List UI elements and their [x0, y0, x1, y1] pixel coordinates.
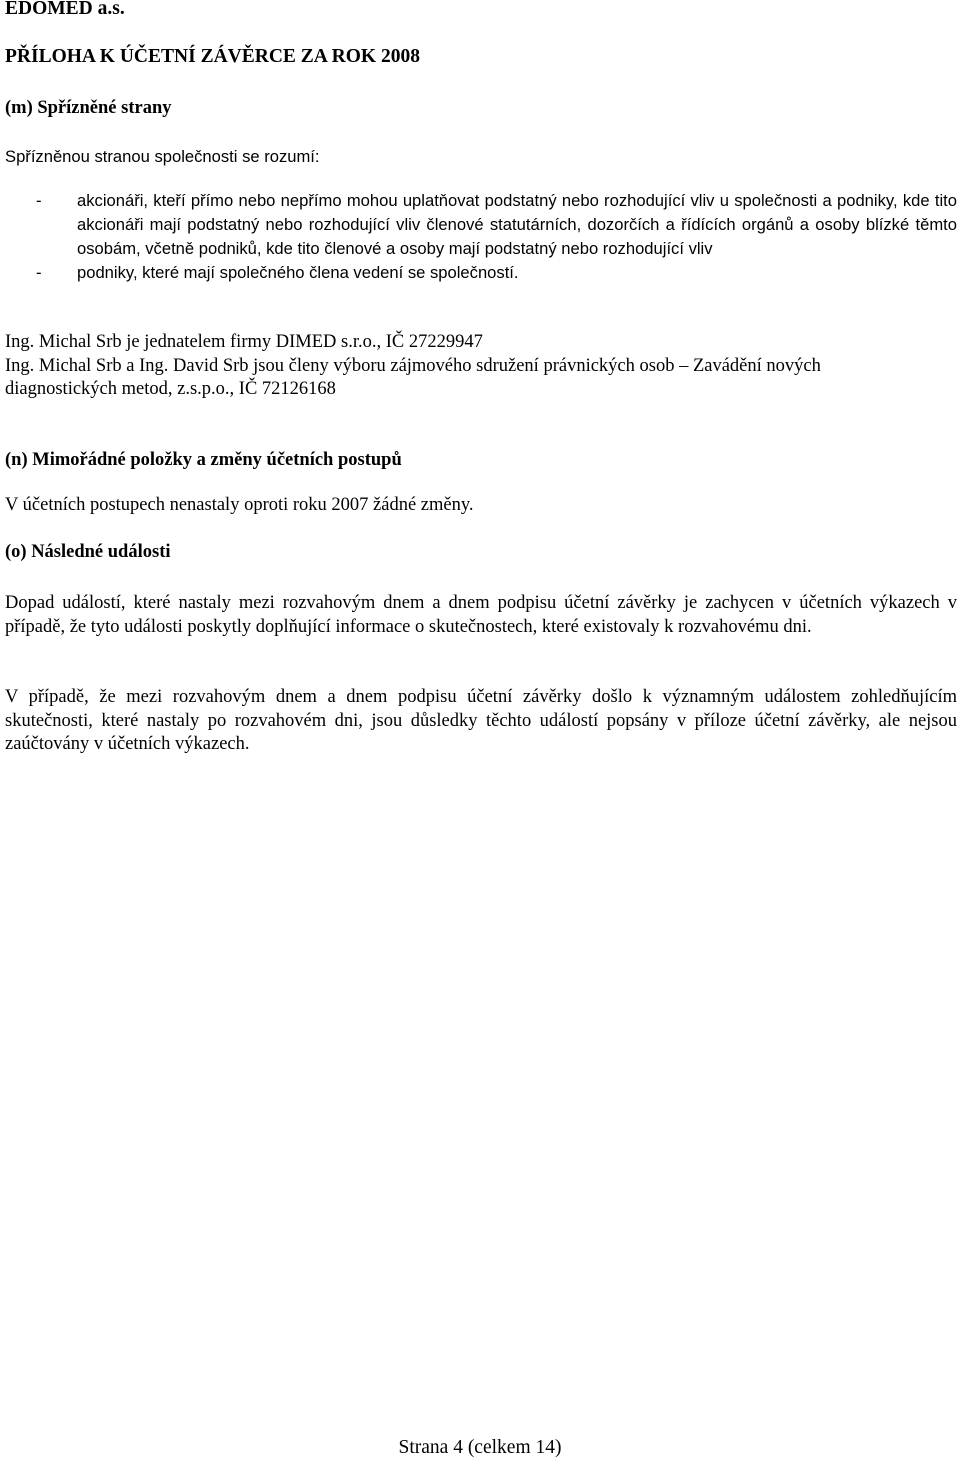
- related-party-fact: Ing. Michal Srb je jednatelem firmy DIMED s.r.o., IČ 27229947: [5, 332, 483, 352]
- section-o-paragraph: Dopad událostí, které nastaly mezi rozvahovým dnem a dnem podpisu účetní závěrky je zachycen v účetních výkazech v případě, že tyto události poskytly doplňující informace o skutečnostech, které existovaly k rozvahovému dni.: [5, 593, 957, 637]
- section-o-heading: (o) Následné události: [5, 542, 171, 562]
- page-number: Strana 4 (celkem 14): [398, 1437, 562, 1458]
- section-n-text: V účetních postupech nenastaly oproti roku 2007 žádné změny.: [5, 495, 474, 515]
- document-title: PŘÍLOHA K ÚČETNÍ ZÁVĚRCE ZA ROK 2008: [5, 46, 420, 67]
- bullet-text: podniky, které mají společného člena vedení se společností.: [77, 263, 519, 282]
- related-party-fact: Ing. Michal Srb a Ing. David Srb jsou členy výboru zájmového sdružení právnických osob – Zavádění nových diagnostických metod, z.s.p.o., IČ 72126168: [5, 356, 821, 399]
- bullet-text: akcionáři, kteří přímo nebo nepřímo mohou uplatňovat podstatný nebo rozhodující vliv u společnosti a podniky, kde tito akcionáři mají podstatný nebo rozhodující vliv členové statutárních, dozorčích a řídících orgánů a osoby blízké těmto osobám, včetně podniků, kde tito členové a osoby mají podstatný nebo rozhodující vliv: [77, 191, 957, 258]
- section-o-paragraph: V případě, že mezi rozvahovým dnem a dnem podpisu účetní závěrky došlo k významným událostem zohledňujícím skutečnosti, které nastaly po rozvahovém dni, jsou důsledky těchto událostí popsány v příloze účetní závěrky, ale nejsou zaúčtovány v účetních výkazech.: [5, 687, 957, 754]
- bullet-dash: -: [36, 191, 42, 210]
- list-item: [5, 189, 957, 261]
- list-item: [5, 261, 957, 285]
- company-name: EDOMED a.s.: [5, 0, 125, 19]
- bullet-dash: -: [36, 263, 42, 282]
- section-m-heading: (m) Spřízněné strany: [5, 98, 172, 118]
- related-parties-list: [5, 189, 957, 285]
- section-n-heading: (n) Mimořádné položky a změny účetních postupů: [5, 450, 402, 470]
- section-m-intro: Spřízněnou stranou společnosti se rozumí:: [5, 147, 320, 166]
